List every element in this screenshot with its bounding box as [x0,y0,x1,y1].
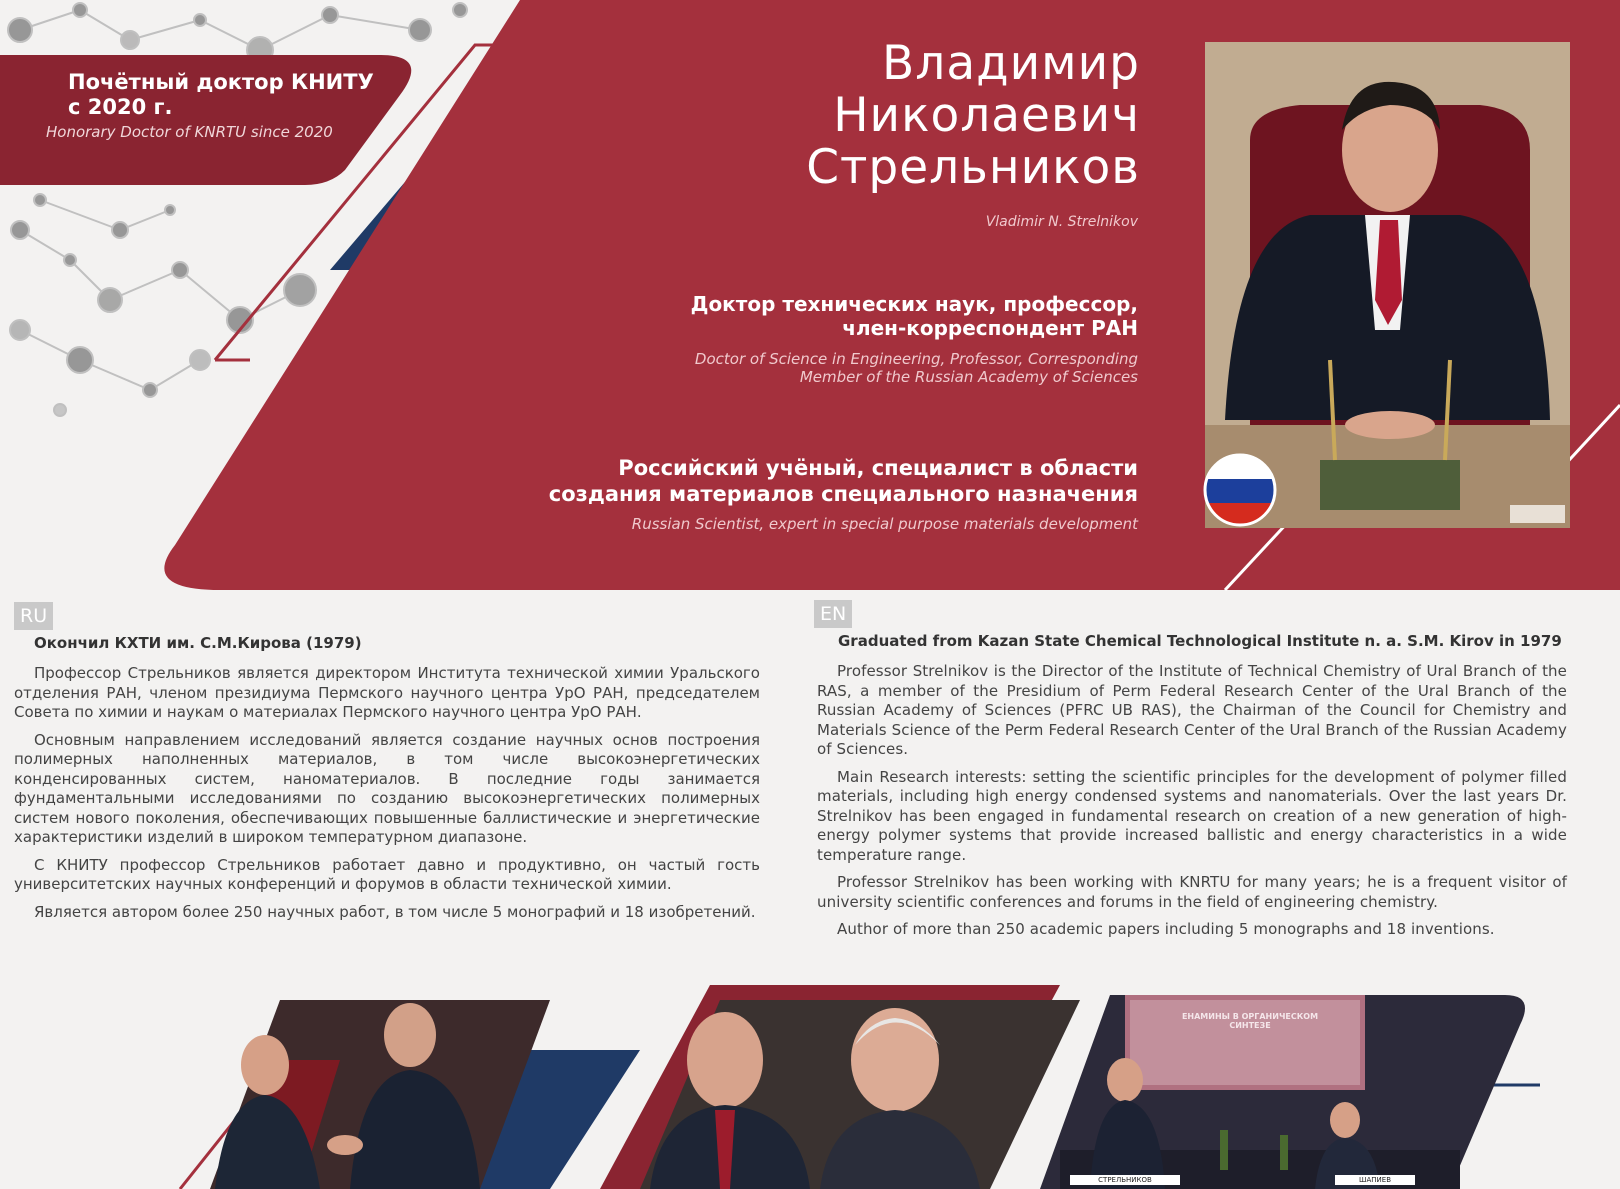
degree-en-line-2: Member of the Russian Academy of Sciences [799,368,1138,386]
ru-paragraph: С КНИТУ профессор Стрельников работает давно и продуктивно, он частый гость университетских научных конференций и форумов в области технической химии. [14,855,760,893]
person-name-ru [620,38,1140,194]
patronymic: Николаевич [833,88,1140,143]
ru-paragraph: Является автором более 250 научных работ, в том числе 5 монографий и 18 изобретений. [34,902,756,921]
en-paragraph: Professor Strelnikov is the Director of the Institute of Technical Chemistry of Ural Branch of the RAS, a member of the Presidium of Perm Federal Research Center of the Ural Branch of the Russian Academy of Sciences (PFRC UB RAS), the Chairman of the Council for Chemistry and Materials Science of the Perm Federal Research Center of the Ural Branch of the Russian Academy of Sciences. [817,662,1567,758]
en-column-title: Graduated from Kazan State Chemical Technological Institute n. a. S.M. Kirov in 1979 [838,632,1562,650]
en-paragraph: Professor Strelnikov has been working with KNRTU for many years; he is a frequent visitor of university scientific conferences and forums in the field of engineering chemistry. [817,873,1567,911]
screen-title: ЕНАМИНЫ В ОРГАНИЧЕСКОМ СИНТЕЗЕ [1181,1012,1319,1030]
russian-flag-icon [1205,455,1275,527]
event-photo-2 [640,1000,1080,1189]
degree-ru [498,292,1138,340]
ru-column-title: Окончил КХТИ им. С.М.Кирова (1979) [34,634,362,652]
degree-ru-line-1: Доктор технических наук, профессор, [690,292,1138,316]
nameplate-1: СТРЕЛЬНИКОВ [1070,1175,1180,1185]
ru-paragraph: Профессор Стрельников является директором Института технической химии Уральского отделения РАН, членом президиума Пермского научного центра УрО РАН, председателем Совета по химии и наукам о материалах Пермского научного центра УрО РАН. [14,664,760,721]
ru-paragraph: Основным направлением исследований является создание научных основ построения полимерных наполненных материалов, в том числе высокоэнергетических конденсированных систем, наноматериалов. В последние годы занимается фундаментальными исследованиями по созданию высокоэнергетических полимерных систем нового поколения, обеспечивающих повышенные баллистические и энергетические характеристики изделий в широком температурном диапазоне. [14,730,760,846]
field-ru [378,455,1138,507]
degree-ru-line-2: член-корреспондент РАН [842,316,1138,340]
last-name: Стрельников [806,140,1140,195]
honorary-title-ru: Почётный доктор КНИТУ с 2020 г. [68,70,374,119]
en-column-body [817,662,1567,948]
field-en: Russian Scientist, expert in special purpose materials development [631,515,1138,533]
person-name-en: Vladimir N. Strelnikov [985,214,1138,230]
degree-en-line-1: Doctor of Science in Engineering, Professor, Corresponding [694,350,1138,368]
nameplate-2: ШАПИЕВ [1335,1175,1415,1185]
portrait-photo [1205,42,1570,528]
field-ru-line-1: Российский учёный, специалист в области [618,456,1138,480]
en-language-tag: EN [814,600,852,628]
first-name: Владимир [882,36,1140,91]
honorary-title-en: Honorary Doctor of KNRTU since 2020 [46,123,333,141]
en-paragraph: Author of more than 250 academic papers including 5 monographs and 18 inventions. [837,920,1495,938]
en-paragraph: Main Research interests: setting the scientific principles for the development of polymer filled materials, including high energy condensed systems and nanomaterials. Over the last years Dr. Strelnikov has been engaged in fundamental research on creation of a new generation of high-energy polymer systems that provide increased ballistic and energy characteristics in a wide temperature range. [817,767,1567,864]
degree-en [498,350,1138,386]
field-ru-line-2: создания материалов специального назначения [548,482,1138,506]
ru-language-tag: RU [14,602,53,630]
ru-column-body [14,664,760,930]
